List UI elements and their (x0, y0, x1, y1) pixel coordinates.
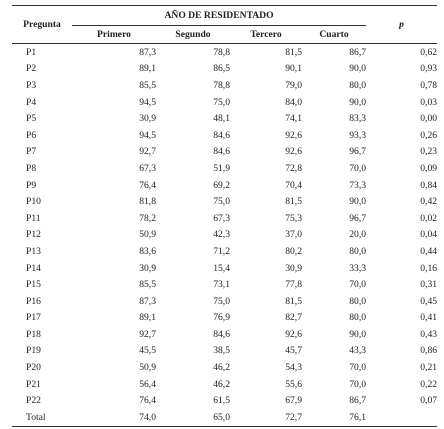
table-row (12, 127, 437, 144)
table-row (12, 193, 437, 210)
residency-results-table (12, 5, 437, 427)
cell-year-2: 86,5 (213, 63, 230, 75)
cell-year-4: 80,0 (349, 245, 367, 257)
cell-year-3: 81,5 (285, 295, 302, 307)
cell-year-4: 86,7 (349, 395, 367, 407)
cell-p-value: 0,41 (420, 312, 438, 324)
cell-year-4: 93,3 (349, 129, 367, 141)
cell-year-1: 94,5 (139, 129, 156, 141)
row-label: P1 (26, 46, 37, 58)
cell-year-3: 30,9 (285, 262, 302, 274)
row-label: P17 (26, 312, 41, 324)
table-row (12, 409, 437, 427)
cell-year-2: 65,0 (156, 409, 230, 427)
cell-year-2: 84,6 (213, 146, 230, 158)
cell-p-value: 0,93 (420, 63, 438, 75)
cell-year-4: 70,0 (349, 362, 367, 374)
cell-year-1: 67,3 (139, 162, 156, 174)
cell-year-4: 83,3 (349, 113, 367, 125)
cell-year-3: 92,6 (285, 328, 302, 340)
cell-year-4: 96,7 (349, 146, 367, 158)
cell-year-3: 90,1 (285, 63, 302, 75)
cell-year-2: 78,8 (213, 79, 230, 91)
cell-year-3: 77,8 (285, 279, 302, 291)
cell-year-2: 61,5 (213, 395, 230, 407)
table-row (12, 210, 437, 227)
cell-year-4: 86,7 (349, 46, 367, 58)
cell-p-value: 0,78 (420, 79, 438, 91)
cell-year-1: 76,4 (139, 395, 156, 407)
cell-year-3: 72,7 (230, 409, 302, 427)
row-label: P13 (26, 245, 41, 257)
table-row (12, 343, 437, 360)
cell-year-2: 78,8 (213, 46, 230, 58)
header-group-ano-de-residentado: AÑO DE RESIDENTADO (72, 6, 366, 26)
cell-year-2: 84,6 (213, 328, 230, 340)
cell-year-4: 43,3 (349, 345, 367, 357)
table-row (12, 260, 437, 277)
cell-year-1: 87,3 (139, 46, 156, 58)
cell-year-4: 80,0 (349, 79, 367, 91)
row-label: P3 (26, 79, 37, 91)
cell-year-4: 70,0 (349, 162, 367, 174)
row-label: P6 (26, 129, 37, 141)
cell-year-1: 50,9 (139, 362, 156, 374)
cell-year-2: 71,2 (213, 245, 230, 257)
cell-year-3: 79,0 (285, 79, 302, 91)
table-row (12, 276, 437, 293)
table-row (12, 77, 437, 94)
cell-year-1: 92,7 (139, 146, 156, 158)
row-label: P5 (26, 113, 37, 125)
cell-year-2: 84,6 (213, 129, 230, 141)
row-label: P4 (26, 96, 37, 108)
cell-year-2: 75,0 (213, 96, 230, 108)
table-row (12, 326, 437, 343)
cell-year-4: 70,0 (349, 279, 367, 291)
cell-year-2: 73,1 (213, 279, 230, 291)
cell-year-3: 92,6 (285, 146, 302, 158)
cell-p-value: 0,86 (420, 345, 438, 357)
row-label: P7 (26, 146, 37, 158)
cell-year-4: 90,0 (349, 196, 367, 208)
cell-year-4: 20,0 (349, 229, 367, 241)
cell-year-1: 30,9 (139, 113, 156, 125)
cell-p-value: 0,02 (420, 212, 438, 224)
cell-year-4: 70,0 (349, 378, 367, 390)
table-row (12, 376, 437, 393)
header-year-1: Primero (97, 29, 131, 40)
cell-year-3: 82,7 (285, 312, 302, 324)
row-label: P19 (26, 345, 41, 357)
row-label: P15 (26, 279, 41, 291)
table-row (12, 227, 437, 244)
cell-p-value: 0,84 (420, 179, 438, 191)
cell-p-value: 0,45 (420, 295, 438, 307)
row-label: P9 (26, 179, 37, 191)
cell-p-value: 0,07 (420, 395, 438, 407)
cell-year-3: 92,6 (285, 129, 302, 141)
cell-year-1: 87,3 (139, 295, 156, 307)
cell-p-value: 0,09 (420, 162, 438, 174)
row-label: P12 (26, 229, 41, 241)
cell-year-2: 38,5 (213, 345, 230, 357)
cell-p-value (366, 409, 437, 427)
cell-year-2: 46,2 (213, 378, 230, 390)
cell-year-1: 85,5 (139, 79, 156, 91)
row-label: P21 (26, 378, 41, 390)
cell-year-3: 37,0 (285, 229, 302, 241)
table-row (12, 310, 437, 327)
cell-p-value: 0,26 (420, 129, 438, 141)
cell-year-3: 80,2 (285, 245, 302, 257)
row-label: P10 (26, 196, 41, 208)
cell-year-1: 74,0 (72, 409, 156, 427)
table-row (12, 359, 437, 376)
header-p-value: p (366, 6, 437, 44)
cell-year-1: 85,5 (139, 279, 156, 291)
row-label: P8 (26, 162, 37, 174)
cell-year-2: 76,9 (213, 312, 230, 324)
cell-p-value: 0,16 (420, 262, 438, 274)
cell-year-3: 84,0 (285, 96, 302, 108)
cell-year-3: 70,4 (285, 179, 302, 191)
cell-year-3: 74,1 (285, 113, 302, 125)
cell-year-4: 76,1 (302, 409, 366, 427)
cell-year-1: 81,8 (139, 196, 156, 208)
table-row (12, 94, 437, 111)
cell-year-2: 75,0 (213, 295, 230, 307)
row-label: P22 (26, 395, 41, 407)
cell-year-2: 51,9 (213, 162, 230, 174)
cell-p-value: 0,21 (420, 362, 438, 374)
cell-year-4: 80,0 (349, 312, 367, 324)
table-row (12, 243, 437, 260)
table-body (12, 44, 437, 427)
cell-year-2: 67,3 (213, 212, 230, 224)
cell-year-1: 78,2 (139, 212, 156, 224)
cell-p-value: 0,00 (420, 113, 438, 125)
row-label: P18 (26, 328, 41, 340)
table-row (12, 177, 437, 194)
cell-year-1: 89,1 (139, 63, 156, 75)
row-label: P20 (26, 362, 41, 374)
cell-year-2: 69,2 (213, 179, 230, 191)
cell-p-value: 0,04 (420, 229, 438, 241)
cell-year-1: 30,9 (139, 262, 156, 274)
row-label: Total (12, 409, 72, 427)
cell-year-3: 75,3 (285, 212, 302, 224)
cell-year-1: 45,5 (139, 345, 156, 357)
cell-year-3: 45,7 (285, 345, 302, 357)
row-label: P2 (26, 63, 37, 75)
cell-year-2: 42,3 (213, 229, 230, 241)
header-pregunta: Pregunta (12, 6, 72, 44)
cell-p-value: 0,22 (420, 378, 438, 390)
cell-year-3: 67,9 (285, 395, 302, 407)
table-row (12, 293, 437, 310)
table-row (12, 61, 437, 78)
cell-year-1: 50,9 (139, 229, 156, 241)
cell-year-1: 76,4 (139, 179, 156, 191)
header-year-4: Cuarto (319, 29, 349, 40)
table-row (12, 160, 437, 177)
table-row (12, 144, 437, 161)
cell-year-4: 80,0 (349, 295, 367, 307)
cell-year-1: 56,4 (139, 378, 156, 390)
cell-year-1: 83,6 (139, 245, 156, 257)
cell-year-4: 90,0 (349, 96, 367, 108)
cell-year-2: 48,1 (213, 113, 230, 125)
cell-p-value: 0,03 (420, 96, 438, 108)
cell-year-4: 73,3 (349, 179, 367, 191)
row-label: P11 (26, 212, 41, 224)
cell-p-value: 0,62 (420, 46, 438, 58)
cell-year-4: 90,0 (349, 328, 367, 340)
cell-year-1: 92,7 (139, 328, 156, 340)
table-row (12, 44, 437, 61)
cell-year-3: 54,3 (285, 362, 302, 374)
cell-p-value: 0,44 (420, 245, 438, 257)
cell-year-3: 55,6 (285, 378, 302, 390)
row-label: P16 (26, 295, 41, 307)
cell-year-4: 96,7 (349, 212, 367, 224)
cell-p-value: 0,42 (420, 196, 438, 208)
cell-year-4: 90,0 (349, 63, 367, 75)
cell-year-4: 33,3 (349, 262, 367, 274)
cell-year-3: 72,8 (285, 162, 302, 174)
cell-year-2: 15,4 (213, 262, 230, 274)
cell-year-3: 81,5 (285, 196, 302, 208)
cell-year-2: 46,2 (213, 362, 230, 374)
header-year-2: Segundo (175, 29, 211, 40)
cell-p-value: 0,23 (420, 146, 438, 158)
cell-p-value: 0,31 (420, 279, 438, 291)
row-label: P14 (26, 262, 41, 274)
cell-year-3: 81,5 (285, 46, 302, 58)
header-year-3: Tercero (250, 29, 282, 40)
table-row (12, 392, 437, 409)
cell-p-value: 0,43 (420, 328, 438, 340)
cell-year-2: 75,0 (213, 196, 230, 208)
cell-year-1: 89,1 (139, 312, 156, 324)
table-row (12, 110, 437, 127)
cell-year-1: 94,5 (139, 96, 156, 108)
